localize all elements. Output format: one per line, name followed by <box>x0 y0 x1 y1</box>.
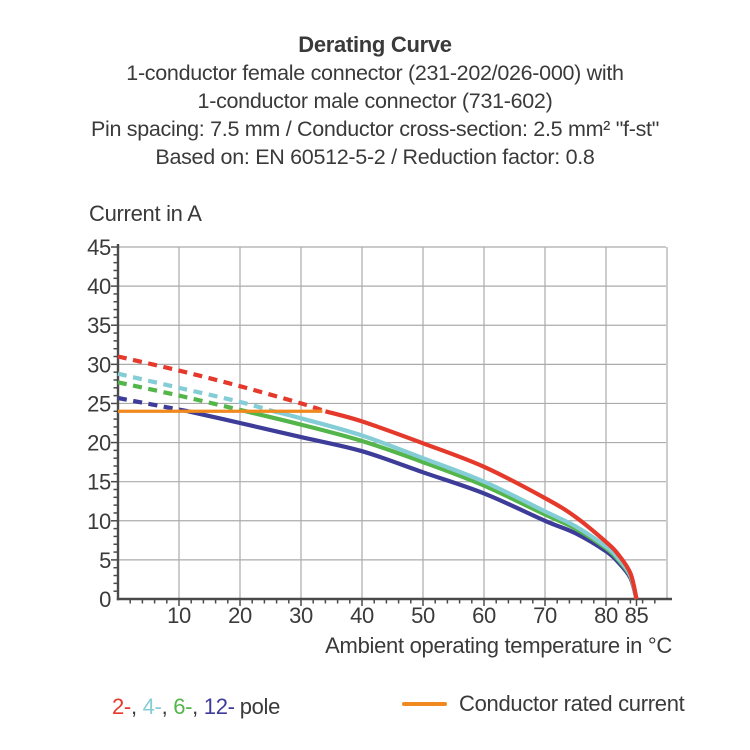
x-tick-label: 70 <box>533 603 557 628</box>
pole-legend-item: 2- <box>112 694 131 719</box>
y-tick-label: 20 <box>87 430 111 456</box>
chart-grid <box>118 247 667 599</box>
y-tick-label: 15 <box>87 469 111 495</box>
x-tick-label: 20 <box>228 603 252 628</box>
x-tick-label: 30 <box>289 603 313 628</box>
rated-current-swatch <box>402 702 447 706</box>
chart-title: Derating Curve <box>298 32 452 57</box>
pole-legend <box>112 694 280 720</box>
y-axis-title: Current in A <box>89 201 202 226</box>
chart-subtitle-line4: Based on: EN 60512-5-2 / Reduction factor: 0.8 <box>155 145 595 169</box>
y-tick-label: 0 <box>99 587 111 612</box>
curve-4-pole <box>274 411 637 599</box>
rated-current-label: Conductor rated current <box>459 691 685 716</box>
y-tick-label: 40 <box>87 274 111 300</box>
y-tick-label: 35 <box>87 313 111 339</box>
y-tick-label: 45 <box>87 235 111 261</box>
y-tick-label: 10 <box>87 508 111 534</box>
x-tick-label: 85 <box>624 603 649 628</box>
x-tick-label: 80 <box>594 603 618 628</box>
x-tick-label: 60 <box>472 603 496 628</box>
curve-4-pole-dashed <box>118 374 274 412</box>
pole-legend-separator: , <box>130 694 143 719</box>
pole-legend-suffix: pole <box>239 694 281 719</box>
y-tick-label: 30 <box>87 352 111 378</box>
y-tick-labels <box>87 235 111 612</box>
chart-subtitle-line3: Pin spacing: 7.5 mm / Conductor cross-section: 2.5 mm² "f-st" <box>90 117 660 141</box>
y-tick-label: 25 <box>87 391 111 417</box>
pole-legend-separator: , <box>161 694 174 719</box>
rated-current-legend <box>402 691 684 717</box>
x-tick-label: 10 <box>167 603 191 628</box>
curve-12-pole-dashed <box>118 398 188 411</box>
pole-legend-item: 4- <box>142 694 162 719</box>
x-tick-label: 50 <box>411 603 435 628</box>
pole-legend-item: 6- <box>173 694 193 719</box>
pole-legend-separator: , <box>192 694 204 719</box>
x-tick-labels <box>167 603 648 628</box>
chart-subtitle-line2: 1-conductor male connector (731-602) <box>197 89 553 113</box>
x-axis-title: Ambient operating temperature in °C <box>325 633 672 658</box>
chart-subtitle-line1: 1-conductor female connector (231-202/026-000) with <box>126 61 624 85</box>
y-tick-label: 5 <box>99 547 111 573</box>
pole-legend-item: 12- <box>203 694 235 719</box>
x-tick-label: 40 <box>350 603 374 628</box>
